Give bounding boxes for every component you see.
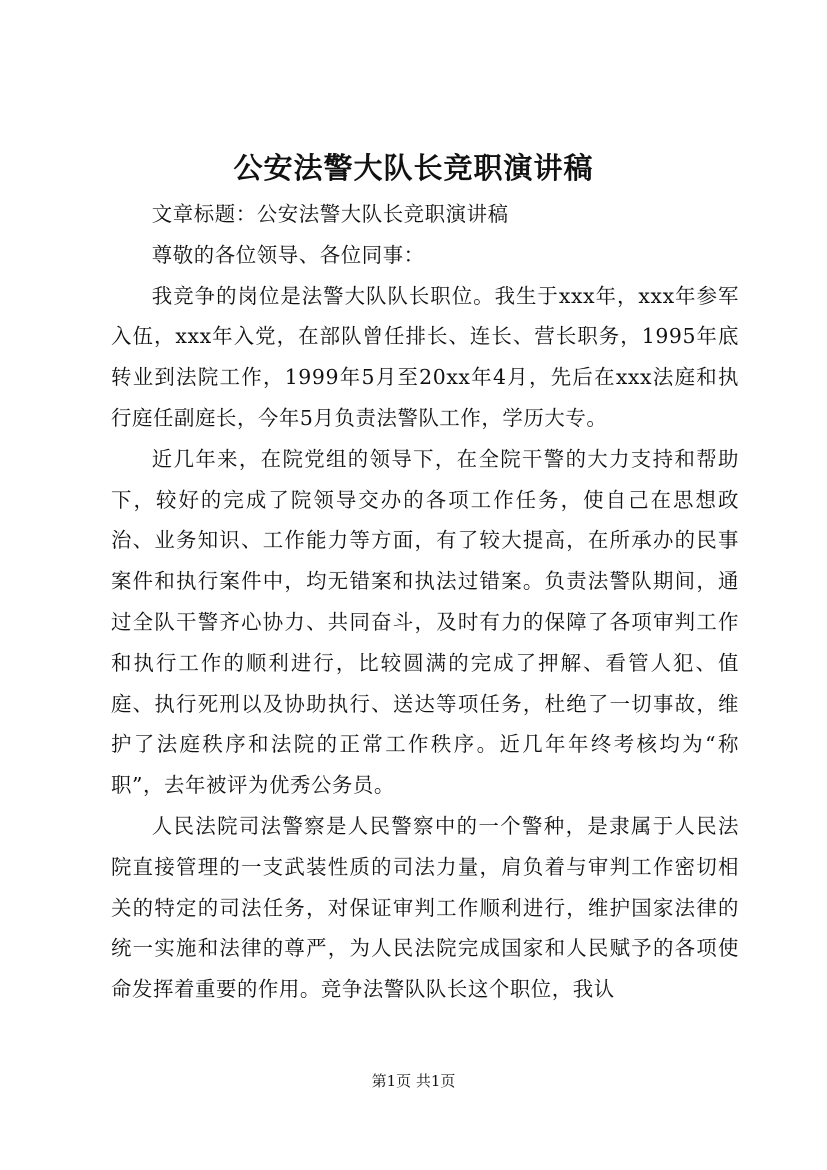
paragraph-role-description: 人民法院司法警察是人民警察中的一个警种，是隶属于人民法院直接管理的一支武装性质的司法力量，肩负着与审判工作密切相关的特定的司法任务，对保证审判工作顺利进行，维护国家法律的统一实施和法律的尊严，为人民法院完成国家和人民赋予的各项使命发挥着重要的作用。竞争法警队队长这个职位，我认 xyxy=(111,813,739,1002)
page-number-footer: 第1页 共1页 xyxy=(371,1072,456,1090)
document-body xyxy=(111,194,739,1010)
document-title: 公安法警大队长竞职演讲稿 xyxy=(233,151,594,185)
paragraph-background: 我竞争的岗位是法警大队队长职位。我生于xxx年，xxx年参军入伍，xxx年入党，在部队曾任排长、连长、营长职务，1995年底转业到法院工作，1999年5月至20xx年4月，先后在xxx法庭和执行庭任副庭长，今年5月负责法警队工作，学历大专。 xyxy=(111,283,739,430)
article-title-line: 文章标题：公安法警大队长竞职演讲稿 xyxy=(151,202,509,226)
paragraph-achievements: 近几年来，在院党组的领导下，在全院干警的大力支持和帮助下，较好的完成了院领导交办的各项工作任务，使自己在思想政治、业务知识、工作能力等方面，有了较大提高，在所承办的民事案件和执行案件中，均无错案和执法过错案。负责法警队期间，通过全队干警齐心协力、共同奋斗，及时有力的保障了各项审判工作和执行工作的顺利进行，比较圆满的完成了押解、看管人犯、值庭、执行死刑以及协助执行、送达等项任务，杜绝了一切事故，维护了法庭秩序和法院的正常工作秩序。近几年年终考核均为“称职”，去年被评为优秀公务员。 xyxy=(111,446,739,798)
salutation: 尊敬的各位领导、各位同事： xyxy=(151,242,425,267)
